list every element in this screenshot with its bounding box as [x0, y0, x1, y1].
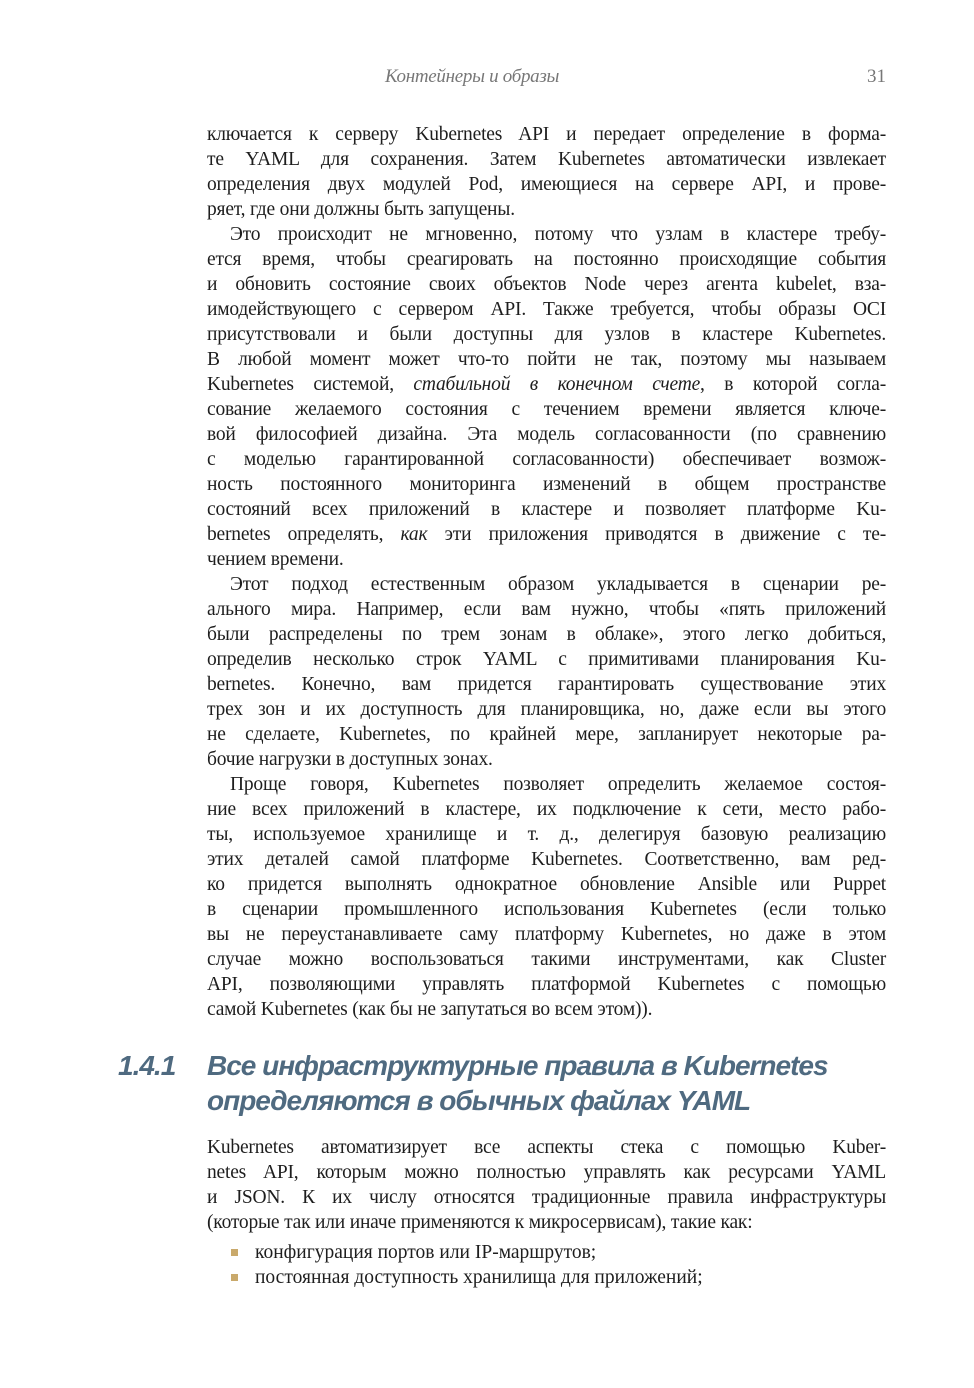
page-number: 31 — [867, 66, 886, 87]
text-segment: (которые так или иначе применяются к микросервисам), такие как: — [207, 1212, 753, 1233]
body-text — [207, 122, 886, 1022]
text-line — [207, 272, 886, 297]
text-line — [207, 522, 886, 547]
section-number: 1.4.1 — [118, 1050, 176, 1081]
text-line — [207, 1135, 886, 1160]
emphasis-text: стабильной в конечном счете — [413, 374, 701, 395]
text-line — [207, 572, 886, 597]
text-line — [207, 372, 886, 397]
bullet-list — [230, 1240, 870, 1290]
text-line — [207, 497, 886, 522]
text-line — [207, 897, 886, 922]
text-segment: ряет, где они должны быть запущены. — [207, 199, 515, 220]
text-segment: состояний всех приложений в кластере и позволяет платформе Ku- — [207, 499, 886, 520]
running-head-title: Контейнеры и образы — [384, 66, 560, 87]
text-line — [207, 172, 886, 197]
text-segment: bernetes. Конечно, вам придется гарантировать существование этих — [207, 674, 886, 695]
text-segment: вы не переустанавливаете саму платформу Kubernetes, но даже в этом — [207, 924, 886, 945]
text-line — [207, 922, 886, 947]
text-segment: этих деталей самой платформе Kubernetes. Соответственно, вам ред- — [207, 849, 886, 870]
text-line — [207, 347, 886, 372]
text-segment: в сценарии промышленного использования Kubernetes (если только — [207, 899, 886, 920]
text-line — [207, 697, 886, 722]
text-segment: В любой момент может что-то пойти не так, поэтому мы называем — [207, 349, 886, 370]
section-heading — [118, 1048, 878, 1120]
text-line — [207, 197, 886, 222]
text-line — [207, 797, 886, 822]
text-segment: бочие нагрузки в доступных зонах. — [207, 749, 493, 770]
text-line — [207, 597, 886, 622]
text-segment: сование желаемого состояния с течением времени является ключе- — [207, 399, 886, 420]
text-segment: имодействующего с сервером API. Также требуется, чтобы образы OCI — [207, 299, 886, 320]
text-line — [207, 947, 886, 972]
text-line — [207, 672, 886, 697]
text-line — [207, 622, 886, 647]
text-segment: ность постоянного мониторинга изменений в общем пространстве — [207, 474, 886, 495]
text-line — [207, 472, 886, 497]
text-line — [207, 722, 886, 747]
text-segment: чением времени. — [207, 549, 344, 570]
text-segment: не сделаете, Kubernetes, по крайней мере, запланирует некоторые ра- — [207, 724, 886, 745]
section-title-line: Все инфраструктурные правила в Kubernetes — [207, 1050, 828, 1081]
text-segment: ется время, чтобы среагировать на постоянно происходящие события — [207, 249, 886, 270]
text-segment: были распределены по трем зонам в облаке», этого легко добиться, — [207, 624, 886, 645]
bullet-text: конфигурация портов или IP-маршрутов; — [255, 1242, 597, 1263]
text-segment: , в которой согла- — [700, 374, 886, 395]
text-line — [207, 1210, 886, 1235]
text-line — [207, 1185, 886, 1210]
text-line — [207, 297, 886, 322]
text-segment: самой Kubernetes (как бы не запутаться во всем этом)). — [207, 999, 653, 1020]
text-segment: ко придется выполнять однократное обновление Ansible или Puppet — [207, 874, 886, 895]
text-segment: присутствовали и были доступны для узлов в кластере Kubernetes. — [207, 324, 886, 345]
text-segment: эти приложения приводятся в движение с те- — [427, 524, 886, 545]
text-segment: Проще говоря, Kubernetes позволяет определить желаемое состоя- — [230, 774, 886, 795]
text-line — [207, 822, 886, 847]
text-line — [207, 997, 886, 1022]
text-line — [207, 422, 886, 447]
emphasis-text: как — [400, 524, 428, 545]
text-segment: те YAML для сохранения. Затем Kubernetes автоматически извлекает — [207, 149, 886, 170]
text-line — [207, 847, 886, 872]
text-segment: с моделью гарантированной согласованности) обеспечивает возмож- — [207, 449, 886, 470]
text-line — [207, 972, 886, 997]
text-line — [207, 647, 886, 672]
text-segment: случае можно воспользоваться такими инструментами, как Cluster — [207, 949, 886, 970]
section-title — [207, 1048, 828, 1118]
text-line — [207, 772, 886, 797]
text-line — [207, 1160, 886, 1185]
text-segment: ты, используемое хранилище и т. д., делегируя базовую реализацию — [207, 824, 886, 845]
square-bullet-icon — [231, 1249, 238, 1256]
text-line — [207, 222, 886, 247]
text-segment: трех зон и их доступность для планировщика, но, даже если вы этого — [207, 699, 886, 720]
text-line — [207, 147, 886, 172]
text-line — [207, 322, 886, 347]
text-line — [207, 872, 886, 897]
text-segment: определения двух модулей Pod, имеющиеся на сервере API, и прове- — [207, 174, 886, 195]
text-line — [207, 397, 886, 422]
text-segment: ние всех приложений в кластере, их подключение к сети, место рабо- — [207, 799, 886, 820]
text-segment: и JSON. К их числу относятся традиционные правила инфраструктуры — [207, 1187, 886, 1208]
text-segment: API, позволяющими управлять платформой Kubernetes с помощью — [207, 974, 886, 995]
section-body-text — [207, 1135, 886, 1235]
text-segment: и обновить состояние своих объектов Node через агента kubelet, вза- — [207, 274, 886, 295]
bullet-item — [230, 1240, 870, 1265]
text-segment: Это происходит не мгновенно, потому что узлам в кластере требу- — [230, 224, 886, 245]
section-title-line: определяются в обычных файлах YAML — [207, 1085, 751, 1116]
text-segment: ключается к серверу Kubernetes API и передает определение в форма- — [207, 124, 886, 145]
text-line — [207, 122, 886, 147]
text-segment: Kubernetes системой, — [207, 374, 414, 395]
text-line — [207, 747, 886, 772]
text-line — [207, 447, 886, 472]
text-segment: Kubernetes автоматизирует все аспекты стека с помощью Kuber- — [207, 1137, 886, 1158]
text-segment: Этот подход естественным образом укладывается в сценарии ре- — [230, 574, 886, 595]
bullet-item — [230, 1265, 870, 1290]
bullet-text: постоянная доступность хранилища для приложений; — [255, 1267, 703, 1288]
text-segment: netes API, которым можно полностью управлять как ресурсами YAML — [207, 1162, 886, 1183]
text-segment: bernetes определять, — [207, 524, 401, 545]
square-bullet-icon — [231, 1274, 238, 1281]
text-line — [207, 247, 886, 272]
text-segment: вой философией дизайна. Эта модель согласованности (по сравнению — [207, 424, 886, 445]
text-segment: ального мира. Например, если вам нужно, чтобы «пять приложений — [207, 599, 886, 620]
text-line — [207, 547, 886, 572]
text-segment: определив несколько строк YAML с примитивами планирования Ku- — [207, 649, 886, 670]
